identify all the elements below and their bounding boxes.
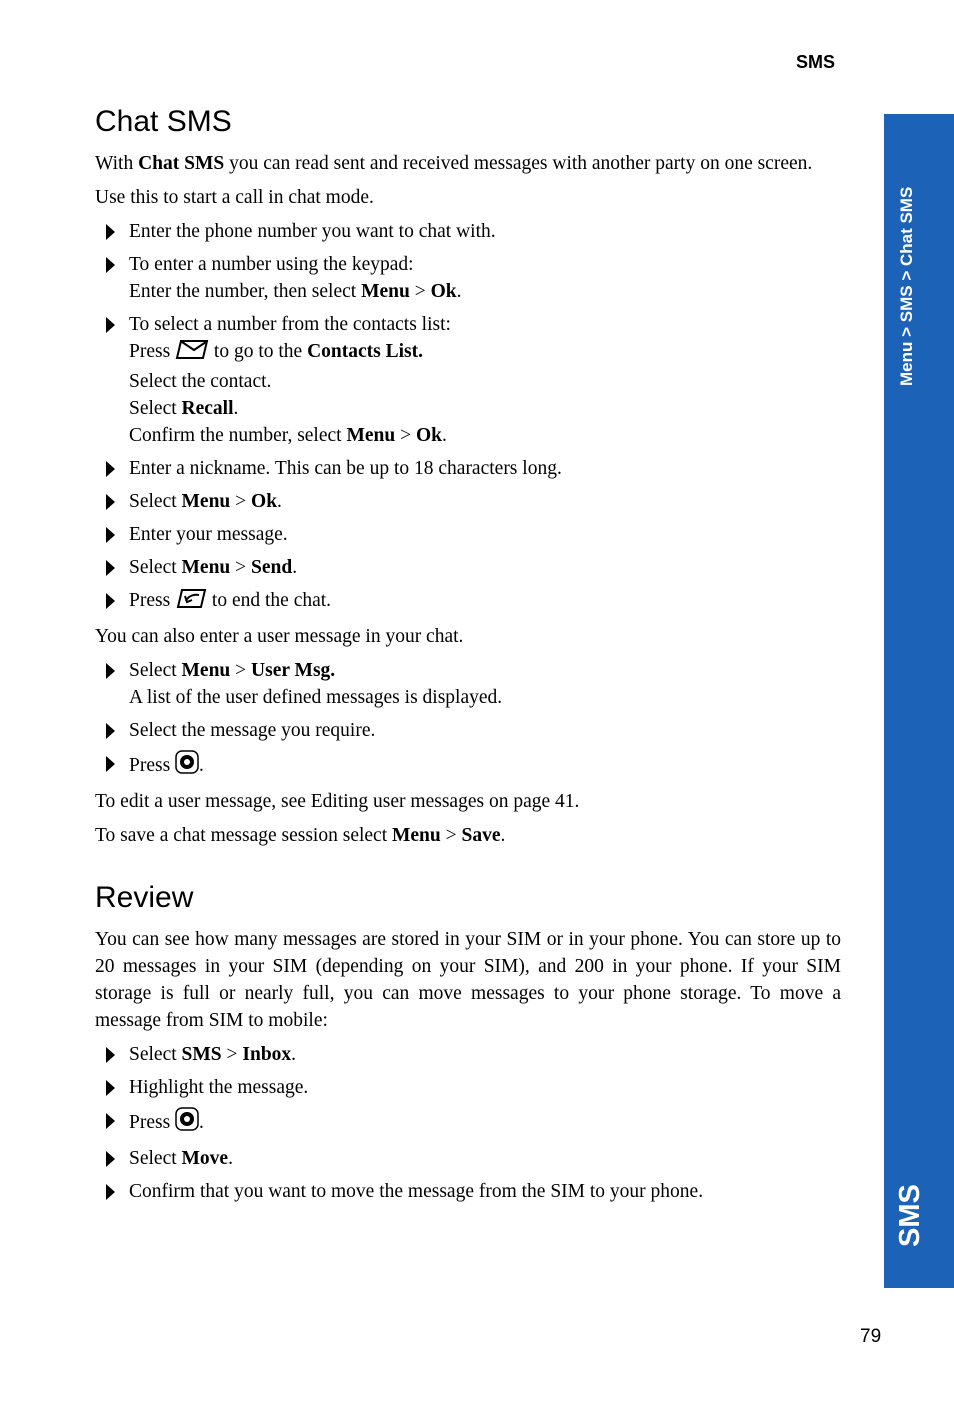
end-call-key-icon [175, 587, 207, 617]
page-number: 79 [860, 1326, 882, 1347]
bullet-arrow-icon [106, 1080, 115, 1096]
edit-note: To edit a user message, see Editing user messages on page 41. [95, 791, 580, 812]
bullet-arrow-icon [106, 756, 115, 772]
bullet-arrow-icon [106, 494, 115, 510]
bullet-arrow-icon [106, 560, 115, 576]
bullet-arrow-icon [106, 723, 115, 739]
bullet-arrow-icon [106, 1047, 115, 1063]
step-select-inbox: Select SMS > Inbox. [95, 1041, 841, 1068]
user-message-intro: You can also enter a user message in your chat. [95, 626, 464, 647]
step-end-chat: Press to end the chat. [95, 587, 841, 617]
navigation-key-icon [175, 750, 199, 782]
step-select-send: Select Menu > Send. [95, 554, 841, 581]
side-tab [884, 114, 954, 1288]
navigation-key-icon [175, 1107, 199, 1139]
chat-sms-intro: With Chat SMS you can read sent and received messages with another party on one screen. [95, 153, 813, 174]
bullet-arrow-icon [106, 1184, 115, 1200]
bullet-arrow-icon [106, 224, 115, 240]
review-intro: You can see how many messages are stored in your SIM or in your phone. You can store up to 20 messages in your SIM (depending on your SIM), and 200 in your phone. If your SIM storage is full or nearly full, you can move messages to your phone storage. To move a message from SIM to mobile: [95, 929, 841, 1031]
review-heading: Review [95, 881, 194, 914]
step-enter-number: Enter the phone number you want to chat with. [95, 218, 841, 245]
save-note: To save a chat message session select Menu > Save. [95, 825, 506, 846]
bullet-arrow-icon [106, 257, 115, 273]
page-content [95, 100, 841, 1211]
chat-sms-heading: Chat SMS [95, 105, 232, 138]
step-select-ok: Select Menu > Ok. [95, 488, 841, 515]
running-header: SMS [796, 52, 836, 72]
step-select-message: Select the message you require. [95, 717, 841, 744]
step-press-nav-review: Press . [95, 1107, 841, 1139]
step-press-nav: Press . [95, 750, 841, 782]
step-contacts: To select a number from the contacts list: Press to go to the Contacts List. Select the contact. Select Recall. Confirm the number, select Menu > Ok. [95, 311, 841, 449]
step-user-msg: Select Menu > User Msg. A list of the user defined messages is displayed. [95, 657, 841, 711]
chat-sms-use: Use this to start a call in chat mode. [95, 187, 374, 208]
envelope-key-icon [175, 338, 209, 368]
step-highlight: Highlight the message. [95, 1074, 841, 1101]
step-nickname: Enter a nickname. This can be up to 18 characters long. [95, 455, 841, 482]
bullet-arrow-icon [106, 1151, 115, 1167]
step-select-move: Select Move. [95, 1145, 841, 1172]
step-keypad: To enter a number using the keypad: Enter the number, then select Menu > Ok. [95, 251, 841, 305]
side-tab-breadcrumb: Menu > SMS > Chat SMS [897, 186, 916, 386]
bullet-arrow-icon [106, 527, 115, 543]
step-enter-message: Enter your message. [95, 521, 841, 548]
bullet-arrow-icon [106, 461, 115, 477]
bullet-arrow-icon [106, 317, 115, 333]
bullet-arrow-icon [106, 593, 115, 609]
bullet-arrow-icon [106, 663, 115, 679]
step-confirm-move: Confirm that you want to move the message from the SIM to your phone. [95, 1178, 841, 1205]
bullet-arrow-icon [106, 1113, 115, 1129]
side-tab-section: SMS [894, 1184, 926, 1247]
